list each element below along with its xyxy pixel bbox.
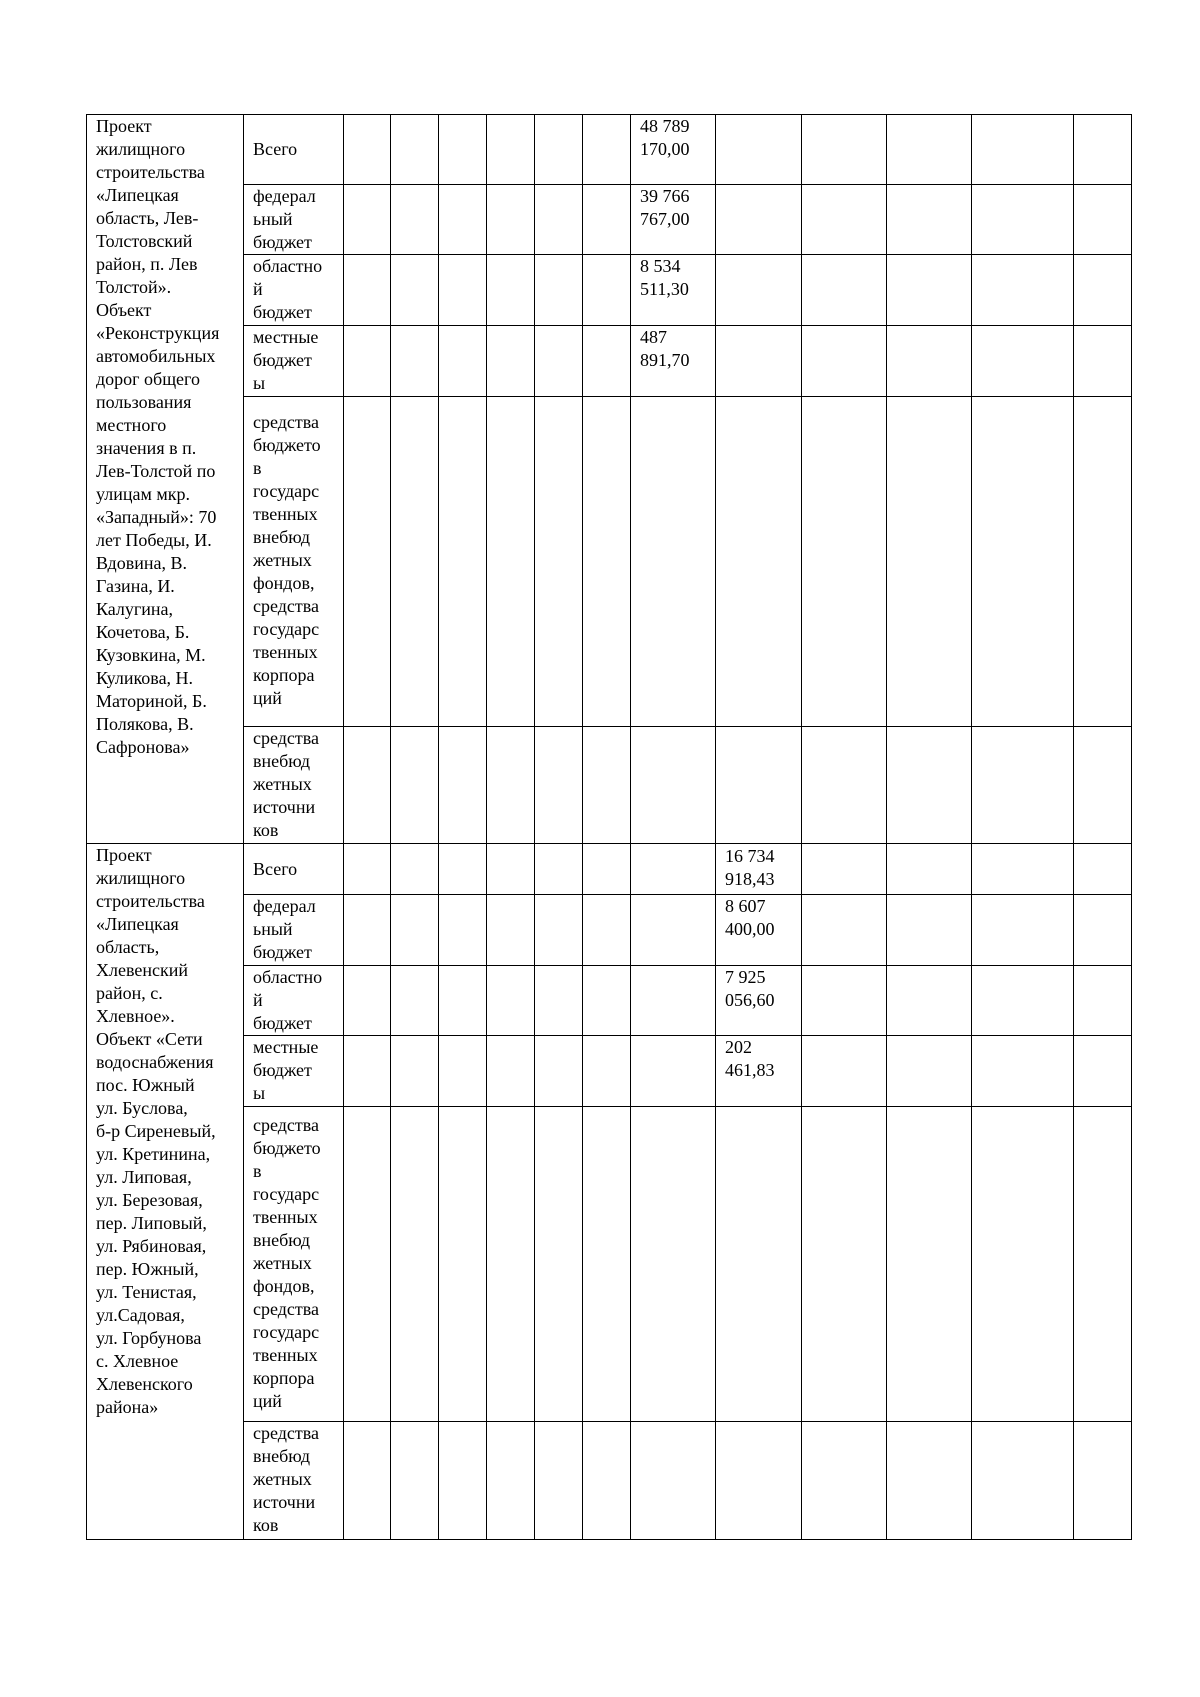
amount-cell: 8 534 511,30 [631, 255, 716, 326]
amount-cell [631, 727, 716, 844]
table-row [87, 727, 1132, 844]
funding-source-cell: средства внебюд жетных источни ков [244, 1422, 344, 1540]
funding-source-cell: средства бюджето в государс твенных внебюд жетных фондов, средства государс твенных корпора ций [244, 1107, 344, 1422]
table-row [87, 1422, 1132, 1540]
amount-cell: 39 766 767,00 [631, 185, 716, 255]
amount-cell [716, 1422, 802, 1540]
amount-cell: 202 461,83 [716, 1036, 802, 1107]
funding-source-cell: средства бюджето в государс твенных внебюд жетных фондов, средства государс твенных корпора ций [244, 397, 344, 727]
table-row [87, 185, 1132, 255]
table-row [87, 844, 1132, 895]
project-name-cell: Проект жилищного строительства «Липецкая область, Хлевенский район, с. Хлевное». Объект «Сети водоснабжения пос. Южный ул. Буслова, б-р Сиреневый, ул. Кретинина, ул. Липовая, ул. Березовая, пер. Липовый, ул. Рябиновая, пер. Южный, ул. Тенистая, ул.Садовая, ул. Горбунова с. Хлевное Хлевенского района» [87, 844, 244, 1540]
table-row [87, 326, 1132, 397]
table-row [87, 966, 1132, 1036]
funding-source-cell: Всего [244, 115, 344, 185]
table-row [87, 115, 1132, 185]
funding-source-cell: федерал ьный бюджет [244, 895, 344, 966]
amount-cell: 16 734 918,43 [716, 844, 802, 895]
project-name-cell: Проект жилищного строительства «Липецкая область, Лев- Толстовский район, п. Лев Толстой». Объект «Реконструкция автомобильных дорог общего пользования местного значения в п. Лев-Толстой по улицам мкр. «Западный»: 70 лет Победы, И. Вдовина, В. Газина, И. Калугина, Кочетова, Б. Кузовкина, М. Куликова, Н. Маториной, Б. Полякова, В. Сафронова» [87, 115, 244, 844]
funding-source-cell: федерал ьный бюджет [244, 185, 344, 255]
amount-cell: 48 789 170,00 [631, 115, 716, 185]
table-row [87, 255, 1132, 326]
amount-cell [716, 1107, 802, 1422]
funding-source-cell: областно й бюджет [244, 966, 344, 1036]
table-row [87, 895, 1132, 966]
funding-source-cell: областно й бюджет [244, 255, 344, 326]
amount-cell: 487 891,70 [631, 326, 716, 397]
amount-cell: 8 607 400,00 [716, 895, 802, 966]
funding-source-cell: средства внебюд жетных источни ков [244, 727, 344, 844]
amount-cell [631, 397, 716, 727]
table-row [87, 1107, 1132, 1422]
budget-table [86, 114, 1132, 1540]
table-row [87, 1036, 1132, 1107]
funding-source-cell: Всего [244, 844, 344, 895]
amount-cell: 7 925 056,60 [716, 966, 802, 1036]
table-row [87, 397, 1132, 727]
funding-source-cell: местные бюджет ы [244, 326, 344, 397]
funding-source-cell: местные бюджет ы [244, 1036, 344, 1107]
